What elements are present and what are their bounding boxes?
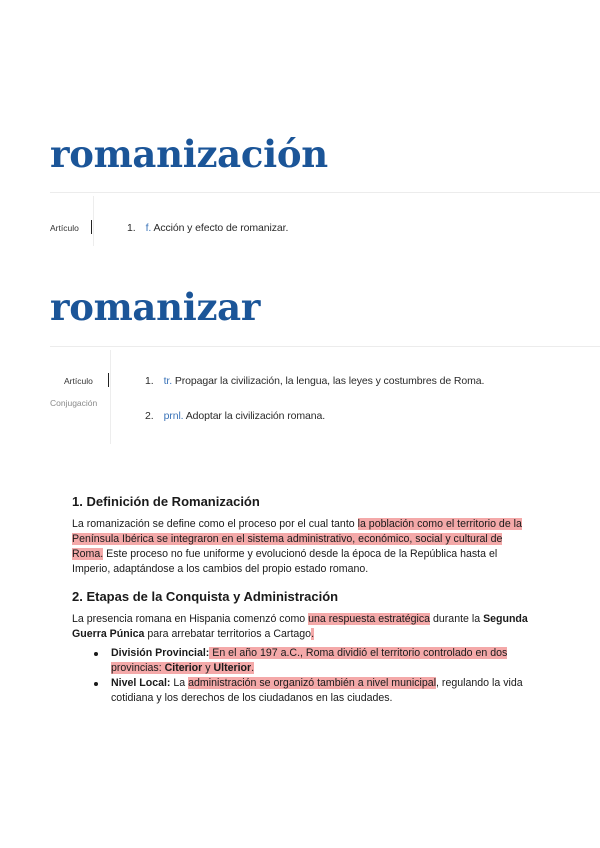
label-separator [91,220,92,234]
label-separator [108,373,109,387]
entry-panel-romanizacion [50,192,600,249]
entry-word-romanizar: romanizar [50,285,261,329]
grammar-abbr[interactable]: f. [145,222,152,234]
conjugation-label[interactable]: Conjugación [50,398,98,408]
highlighted-text: la población como el territorio de la Península Ibérica se integraron en el sistema administrativo, económico, social y cultural de Roma. [72,518,522,560]
definition-1: 1. tr. Propagar la civilización, la lengua, las leyes y costumbres de Roma. [145,375,485,387]
section-paragraph: La romanización se define como el proceso por el cual tanto la población como el territorio de la Península Ibérica se integraron en el sistema administrativo, económico, social y cultural de Roma. Este proceso no fue uniforme y evolucionó desde la época de la República hasta el Imperio, adaptándose a los cambios del propio estado romano. [72,518,522,575]
section-paragraph: La presencia romana en Hispania comenzó como una respuesta estratégica durante la Segunda Guerra Púnica para arrebatar territorios a Cartago. [72,613,528,640]
grammar-abbr[interactable]: prnl. [163,410,184,422]
entry-word-romanizacion: romanización [50,132,328,176]
article-label[interactable]: Artículo [64,376,93,386]
definition-1: 1. f. Acción y efecto de romanizar. [127,222,289,234]
section-heading: 2. Etapas de la Conquista y Administración [72,589,339,604]
bullet-dot [94,682,98,686]
highlighted-text: administración se organizó también a nivel municipal [188,677,437,689]
entry-panel-romanizar [50,346,600,447]
bullet-dot [94,652,98,656]
grammar-abbr[interactable]: tr. [163,375,173,387]
section-heading: 1. Definición de Romanización [72,494,260,509]
definition-2: 2. prnl. Adoptar la civilización romana. [145,410,326,422]
list-item: División Provincial: En el año 197 a.C., Roma dividió el territorio controlado en dos provincias: Citerior y Ulterior. [111,647,508,674]
article-label[interactable]: Artículo [50,223,79,233]
list-item: Nivel Local: La administración se organizó también a nivel municipal, regulando la vida cotidiana y los derechos de los ciudadanos en las ciudades. [111,677,523,704]
highlighted-text: una respuesta estratégica [308,613,431,625]
